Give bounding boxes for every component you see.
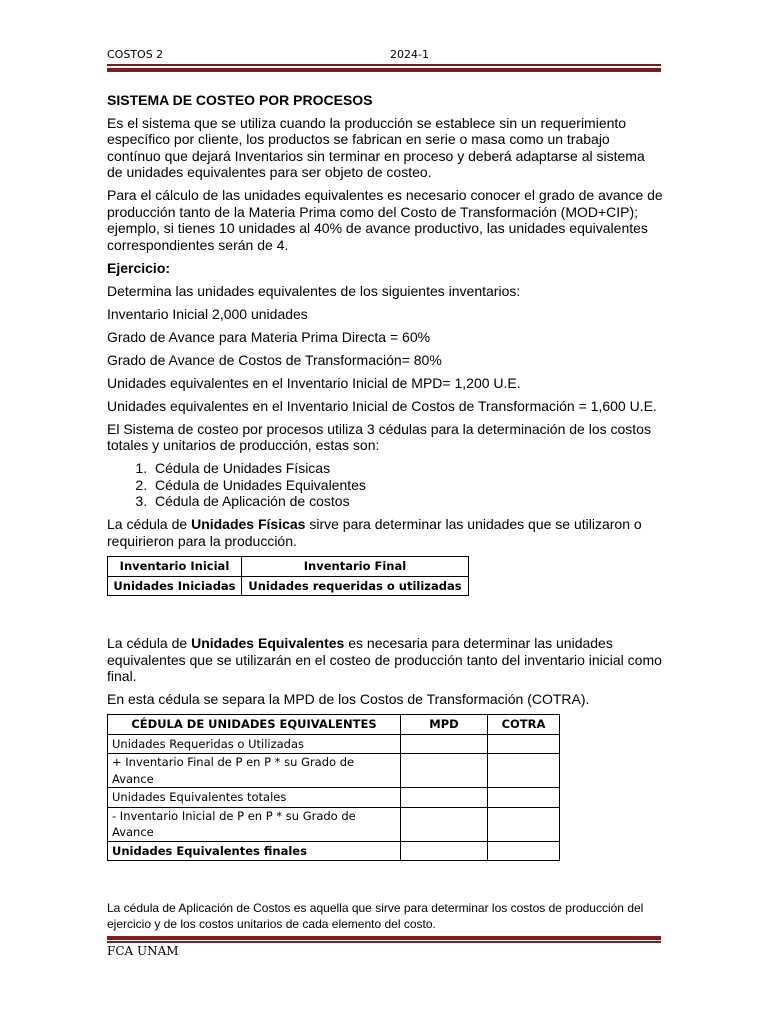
page-header [107,48,661,64]
footer-rule-thick [107,936,661,940]
exercise-line: Inventario Inicial 2,000 unidades [107,305,308,322]
header-rule-thin [107,64,661,66]
table-cell: Unidades Equivalentes finales [108,841,401,861]
table-cell [488,788,560,808]
exercise-label: Ejercicio: [107,259,171,276]
aplicacion-paragraph: La cédula de Aplicación de Costos es aquella que sirve para determinar los costos de producción del ejercicio y de los costos unitarios de cada elemento del costo. [107,901,644,931]
header-rule-thick [107,68,661,72]
table-row [108,576,469,596]
fisicas-paragraph [107,516,663,549]
table-cell [488,841,560,861]
table-cell [488,807,560,841]
table-cell: Unidades Equivalentes totales [108,788,401,808]
table-cell: Inventario Final [241,557,468,577]
equivalentes-post: es necesaria para determinar las unidades equivalentes que se utilizarán en el costeo de producción tanto del inventario inicial como final. [107,635,662,684]
header-course: COSTOS 2 [107,48,164,61]
system-paragraph: El Sistema de costeo por procesos utiliza 3 cédulas para la determinación de los costos totales y unitarios de producción, estas son: [107,420,651,453]
unidades-fisicas-table [107,556,469,596]
list-item: 2. Cédula de Unidades Equivalentes [151,477,663,494]
table-cell [401,841,488,861]
document-body [107,92,663,861]
document-title: SISTEMA DE COSTEO POR PROCESOS [107,92,373,108]
equivalentes-paragraph [107,635,663,685]
table-row [108,734,560,754]
table-row [108,754,560,788]
fisicas-bold: Unidades Físicas [191,516,306,532]
exercise-line: Determina las unidades equivalentes de los siguientes inventarios: [107,282,521,299]
equivalentes-bold: Unidades Equivalentes [191,635,345,651]
equivalentes-pre: La cédula de [107,635,192,651]
separation-paragraph: En esta cédula se separa la MPD de los Costos de Transformación (COTRA). [107,691,590,707]
table-row [108,788,560,808]
fisicas-pre: La cédula de [107,516,192,532]
table-header-row [108,715,560,735]
table-cell [401,734,488,754]
table-row [108,841,560,861]
header-period: 2024-1 [390,48,429,61]
exercise-line: Grado de Avance de Costos de Transformación= 80% [107,351,442,368]
column-header: COTRA [488,715,560,735]
fisicas-post: sirve para determinar las unidades que se utilizaron o requirieron para la producción. [107,516,642,549]
exercise-line: Grado de Avance para Materia Prima Directa = 60% [107,328,431,345]
table-cell [401,807,488,841]
table-cell [488,734,560,754]
table-cell: Inventario Inicial [108,557,242,577]
table-cell [401,754,488,788]
table-cell: + Inventario Final de P en P * su Grado de Avance [108,754,401,788]
table-cell [488,754,560,788]
cedulas-list [107,460,663,510]
page-footer: FCA UNAM [107,944,179,958]
column-header: CÉDULA DE UNIDADES EQUIVALENTES [108,715,401,735]
table-cell [401,788,488,808]
table-row [108,557,469,577]
table-cell: Unidades requeridas o utilizadas [241,576,468,596]
intro-paragraph: Es el sistema que se utiliza cuando la producción se establece sin un requerimiento específico por cliente, los productos se fabrican en serie o masa como un trabajo contínuo que dejará Inventarios sin terminar en proceso y deberá adaptarse al sistema de unidades equivalentes para ser objeto de costeo. [107,114,645,180]
table-cell: - Inventario Inicial de P en P * su Grado de Avance [108,807,401,841]
list-item: 3. Cédula de Aplicación de costos [151,493,663,510]
footer-rule-thin [107,941,661,943]
unidades-equivalentes-table [107,714,560,861]
exercise-line: Unidades equivalentes en el Inventario Inicial de Costos de Transformación = 1,600 U.E. [107,397,657,414]
list-item: 1. Cédula de Unidades Físicas [151,460,663,477]
column-header: MPD [401,715,488,735]
table-cell: Unidades Iniciadas [108,576,242,596]
table-cell: Unidades Requeridas o Utilizadas [108,734,401,754]
table-row [108,807,560,841]
equivalent-units-paragraph: Para el cálculo de las unidades equivalentes es necesario conocer el grado de avance de producción tanto de la Materia Prima como del Costo de Transformación (MOD+CIP); ejemplo, si tienes 10 unidades al 40% de avance productivo, las unidades equivalentes correspondientes serán de 4. [107,187,663,253]
exercise-line: Unidades equivalentes en el Inventario Inicial de MPD= 1,200 U.E. [107,374,521,391]
